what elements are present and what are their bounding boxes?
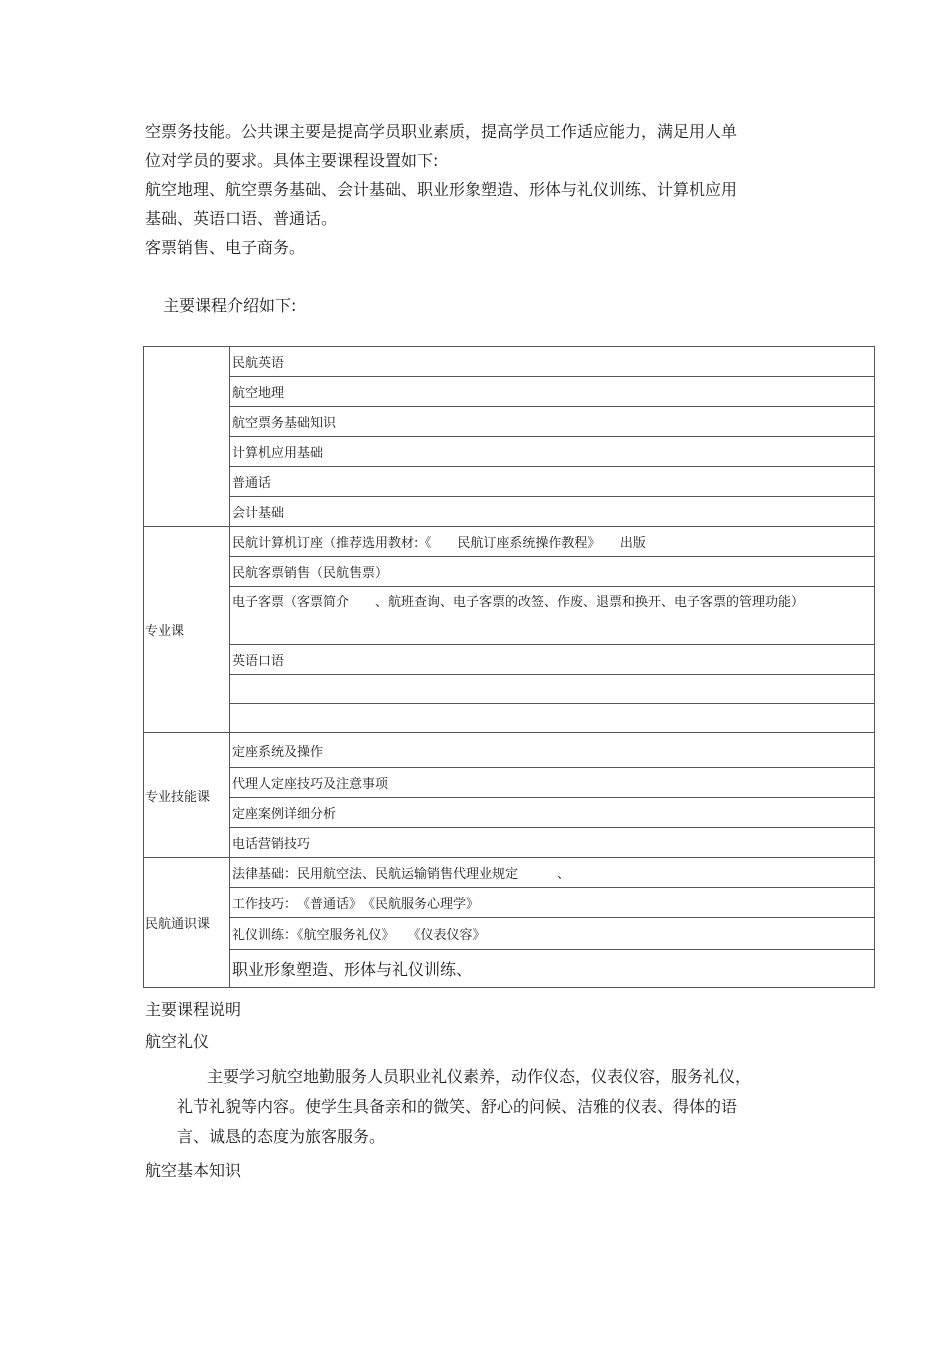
table-row: 会计基础 <box>229 496 875 527</box>
table-row: 定座案例详细分析 <box>229 797 875 828</box>
body-paragraph-line: 言、诚恳的态度为旅客服务。 <box>177 1127 386 1146</box>
intro-line-1: 空票务技能。公共课主要是提高学员职业素质，提高学员工作适应能力，满足用人单 <box>145 122 738 141</box>
table-row: 普通话 <box>229 466 875 497</box>
category-label: 民航通识课 <box>145 917 211 932</box>
intro-line-2: 位对学员的要求。具体主要课程设置如下: <box>145 151 439 170</box>
table-row: 定座系统及操作 <box>229 732 875 768</box>
table-row: 礼仪训练：《航空服务礼仪》 《仪表仪容》 <box>229 917 875 950</box>
body-paragraph-line: 主要学习航空地勤服务人员职业礼仪素养，动作仪态，仪表仪容，服务礼仪， <box>207 1067 752 1086</box>
category-cell-2 <box>143 526 230 733</box>
table-row: 民航计算机订座（推荐选用教材:《 民航订座系统操作教程》 出版 <box>229 526 875 557</box>
table-row: 电话营销技巧 <box>229 827 875 858</box>
category-cell-1 <box>143 346 230 527</box>
table-row: 民航英语 <box>229 346 875 377</box>
table-row: 英语口语 <box>229 644 875 675</box>
table-row: 电子客票（客票简介 、航班查询、电子客票的改签、作废、退票和换开、电子客票的管理功能） <box>229 586 875 645</box>
table-row: 航空票务基础知识 <box>229 406 875 437</box>
table-row <box>229 674 875 704</box>
intro-line-5: 客票销售、电子商务。 <box>145 238 306 257</box>
table-row: 民航客票销售（民航售票） <box>229 556 875 587</box>
category-label: 专业课 <box>145 624 185 639</box>
table-row: 法律基础：民用航空法、民航运输销售代理业规定 、 <box>229 857 875 888</box>
body-paragraph-line: 礼节礼貌等内容。使学生具备亲和的微笑、舒心的问候、洁雅的仪表、得体的语 <box>177 1097 738 1116</box>
subsection-title-1: 航空礼仪 <box>145 1032 210 1051</box>
section-heading: 主要课程说明 <box>145 1000 242 1019</box>
table-row: 职业形象塑造、形体与礼仪训练、 <box>229 949 875 988</box>
courses-heading: 主要课程介绍如下: <box>163 296 297 315</box>
table-row: 代理人定座技巧及注意事项 <box>229 767 875 798</box>
table-row: 计算机应用基础 <box>229 436 875 467</box>
category-cell-4 <box>143 857 230 988</box>
category-label: 专业技能课 <box>145 789 211 805</box>
table-row <box>229 703 875 733</box>
intro-line-4: 基础、英语口语、普通话。 <box>145 209 338 228</box>
table-row: 航空地理 <box>229 376 875 407</box>
category-cell-3 <box>143 732 230 858</box>
intro-line-3: 航空地理、航空票务基础、会计基础、职业形象塑造、形体与礼仪训练、计算机应用 <box>145 180 738 199</box>
table-row: 工作技巧： 《普通话》 《民航服务心理学》 <box>229 887 875 918</box>
subsection-title-2: 航空基本知识 <box>145 1161 242 1180</box>
